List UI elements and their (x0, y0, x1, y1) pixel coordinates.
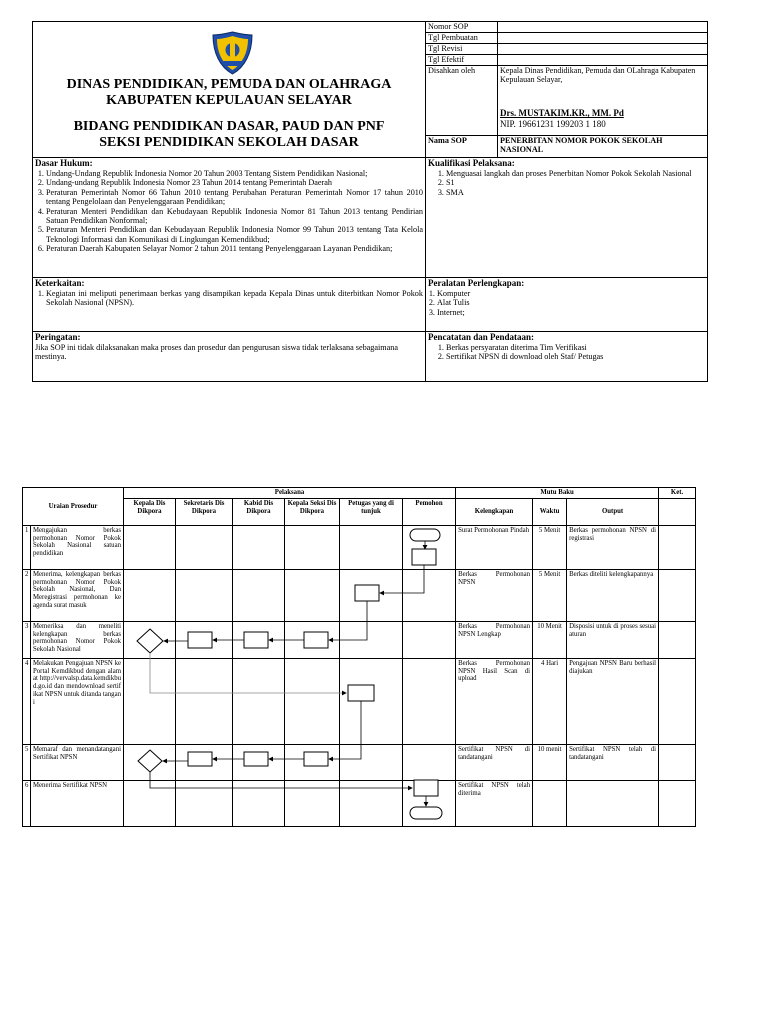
step-waktu: 4 Hari (533, 658, 567, 744)
keterkaitan-cell (33, 278, 426, 332)
dasar-hukum-item: 3. Peraturan Pemerintah Nomor 66 Tahun 2010 tentang Perubahan Peraturan Pemerintah Nomor 17 tahun 2010 tentang Pengelolaan dan Penyelenggaraan Pendidikan; (46, 188, 423, 207)
peralatan-list (428, 289, 705, 317)
table-row (23, 780, 696, 826)
pencatatan-item: 2. Sertifikat NPSN di download oleh Staf/ Petugas (446, 352, 705, 361)
pencatatan-item: 1. Berkas persyaratan diterima Tim Verifikasi (446, 343, 705, 352)
dasar-hukum-item: 5. Peraturan Menteri Pendidikan dan Kebudayaan Republik Indonesia Nomor 99 Tahun 2013 tentang Tata Kelola Teknologi Informasi dan Komunikasi di Lingkungan Kemendikbud; (46, 225, 423, 244)
table-row (23, 569, 696, 621)
kualifikasi-title: Kualifikasi Pelaksana: (428, 158, 515, 168)
step-kelengkapan: Berkas Permohonan NPSN Lengkap (456, 621, 533, 658)
pencatatan-title: Pencatatan dan Pendataan: (428, 332, 535, 342)
dasar-hukum-list (35, 169, 423, 254)
step-output: Pengajuan NPSN Baru berhasil diajukan (567, 658, 659, 744)
nomor-sop-value (498, 22, 708, 33)
step-output: Disposisi untuk di proses sesuai aturan (567, 621, 659, 658)
peralatan-cell (426, 278, 708, 332)
actor-kabid: Kabid Dis Dikpora (233, 498, 285, 525)
table-row (23, 621, 696, 658)
tgl-revisi-label: Tgl Revisi (426, 44, 498, 55)
actor-pemohon: Pemohon (403, 498, 456, 525)
ket-header: Ket. (659, 488, 696, 499)
step-waktu (533, 780, 567, 826)
tgl-efektif-label: Tgl Efektif (426, 55, 498, 66)
step-waktu: 5 Menit (533, 569, 567, 621)
step-output: Berkas diteliti kelengkapannya (567, 569, 659, 621)
actor-kepala-dinas: Kepala Dis Dikpora (124, 498, 176, 525)
dasar-hukum-item: 4. Peraturan Menteri Pendidikan dan Kebudayaan Republik Indonesia Nomor 81 Tahun 2013 tentang Pendirian Satuan Pendidikan Nonformal; (46, 207, 423, 226)
peralatan-item: 1. Komputer (437, 289, 705, 298)
actor-petugas: Petugas yang di tunjuk (340, 498, 403, 525)
peringatan-cell (33, 332, 426, 382)
dasar-hukum-item: 2. Undang-undang Republik Indonesia Nomor 23 Tahun 2014 tentang Pemerintah Daerah (46, 178, 423, 187)
procedure-flow-table (22, 487, 696, 827)
step-number: 5 (23, 744, 31, 780)
kelengkapan-header: Kelengkapan (456, 498, 533, 525)
output-header: Output (567, 498, 659, 525)
peralatan-item: 3. Internet; (437, 308, 705, 317)
pencatatan-cell (426, 332, 708, 382)
step-output (567, 780, 659, 826)
step-waktu: 5 Menit (533, 525, 567, 569)
step-uraian: Menerima Sertifikat NPSN (31, 780, 124, 826)
step-waktu: 10 menit (533, 744, 567, 780)
org-name-line4: SEKSI PENDIDIKAN SEKOLAH DASAR (99, 135, 359, 150)
peralatan-item: 2. Alat Tulis (437, 298, 705, 307)
peralatan-title: Peralatan Perlengkapan: (428, 278, 525, 288)
step-number: 4 (23, 658, 31, 744)
sop-header-table (32, 21, 708, 382)
pencatatan-list (428, 343, 705, 362)
pelaksana-header: Pelaksana (124, 488, 456, 499)
tgl-efektif-value (498, 55, 708, 66)
step-kelengkapan: Sertifikat NPSN di tandatangani (456, 744, 533, 780)
nama-sop-value: PENERBITAN NOMOR POKOK SEKOLAH NASIONAL (498, 136, 708, 158)
org-name-line2: KABUPATEN KEPULAUAN SELAYAR (106, 93, 352, 108)
keterkaitan-item: 1. Kegiatan ini meliputi penerimaan berkas yang disampikan kepada Kepala Dinas untuk diterbitkan Nomor Pokok Sekolah Nasional (NPSN). (46, 289, 423, 308)
kualifikasi-item: 1. Menguasai langkah dan proses Penerbitan Nomor Pokok Sekolah Nasional (446, 169, 705, 178)
table-row (23, 658, 696, 744)
kualifikasi-item: 3. SMA (446, 188, 705, 197)
dasar-hukum-cell (33, 158, 426, 278)
dasar-hukum-item: 1. Undang-Undang Republik Indonesia Nomor 20 Tahun 2003 Tentang Sistem Pendidikan Nasional; (46, 169, 423, 178)
step-uraian: Memaraf dan menandatangani Sertifikat NPSN (31, 744, 124, 780)
signer-nip: NIP. 19661231 199203 1 180 (500, 119, 606, 129)
keterkaitan-title: Keterkaitan: (35, 278, 85, 288)
signer-name: Drs. MUSTAKIM.KR., MM. Pd (500, 108, 624, 118)
uraian-header: Uraian Prosedur (23, 488, 124, 526)
step-output: Berkas permohonan NPSN di registrasi (567, 525, 659, 569)
kualifikasi-cell (426, 158, 708, 278)
step-kelengkapan: Sertifikat NPSN telah diterima (456, 780, 533, 826)
kualifikasi-item: 2. S1 (446, 178, 705, 187)
table-row (23, 744, 696, 780)
table-row (23, 525, 696, 569)
org-name-line1: DINAS PENDIDIKAN, PEMUDA DAN OLAHRAGA (66, 77, 392, 92)
tgl-pembuatan-value (498, 33, 708, 44)
disahkan-value: Kepala Dinas Pendidikan, Pemuda dan OLahraga Kabupaten Kepulauan Selayar, (500, 66, 696, 84)
actor-kepala-seksi: Kepala Seksi Dis Dikpora (285, 498, 340, 525)
tgl-revisi-value (498, 44, 708, 55)
step-number: 1 (23, 525, 31, 569)
dasar-hukum-item: 6. Peraturan Daerah Kabupaten Selayar Nomor 2 tahun 2011 tentang Penyelenggaraan Layanan Pendidikan; (46, 244, 423, 253)
kabupaten-logo-icon (211, 31, 254, 75)
step-kelengkapan: Surat Permohonan Pindah (456, 525, 533, 569)
nomor-sop-label: Nomor SOP (426, 22, 498, 33)
step-output: Sertifikat NPSN telah di tandatangani (567, 744, 659, 780)
step-uraian: Melakukan Pengajuan NPSN ke Portal Kemdikbud dengan alamat http://vervalsp.data.kemdikbud.go.id dan mendownload sertifikat NPSN untuk ditanda tangani (31, 658, 124, 744)
step-uraian: Memeriksa dan meneliti kelengkapan berkas permohonan Nomor Pokok Sekolah Nasional (31, 621, 124, 658)
keterkaitan-list (35, 289, 423, 308)
peringatan-text: Jika SOP ini tidak dilaksanakan maka proses dan prosedur dan pengurusan siswa tidak terlaksana sebagaimana mestinya. (35, 343, 399, 362)
step-number: 3 (23, 621, 31, 658)
step-waktu: 10 Menit (533, 621, 567, 658)
disahkan-cell (498, 66, 708, 136)
ket-subheader (659, 498, 696, 525)
waktu-header: Waktu (533, 498, 567, 525)
actor-sekretaris: Sekretaris Dis Dikpora (176, 498, 233, 525)
step-kelengkapan: Berkas Permohonan NPSN (456, 569, 533, 621)
step-number: 2 (23, 569, 31, 621)
peringatan-title: Peringatan: (35, 332, 81, 342)
step-kelengkapan: Berkas Permohonan NPSN Hasil Scan di upload (456, 658, 533, 744)
mutu-baku-header: Mutu Baku (456, 488, 659, 499)
disahkan-label: Disahkan oleh (426, 66, 498, 136)
step-uraian: Mengajukan berkas permohonan Nomor Pokok Sekolah Nasional satuan pendidikan (31, 525, 124, 569)
step-uraian: Menerima, kelengkapan berkas permohonan Nomor Pokok Sekolah Nasional, Dan Meregistrasi permohonan ke agenda surat masuk (31, 569, 124, 621)
nama-sop-label: Nama SOP (426, 136, 498, 158)
tgl-pembuatan-label: Tgl Pembuatan (426, 33, 498, 44)
kualifikasi-list (428, 169, 705, 197)
step-number: 6 (23, 780, 31, 826)
org-name-line3: BIDANG PENDIDIKAN DASAR, PAUD DAN PNF (73, 119, 385, 134)
dasar-hukum-title: Dasar Hukum: (35, 158, 93, 168)
